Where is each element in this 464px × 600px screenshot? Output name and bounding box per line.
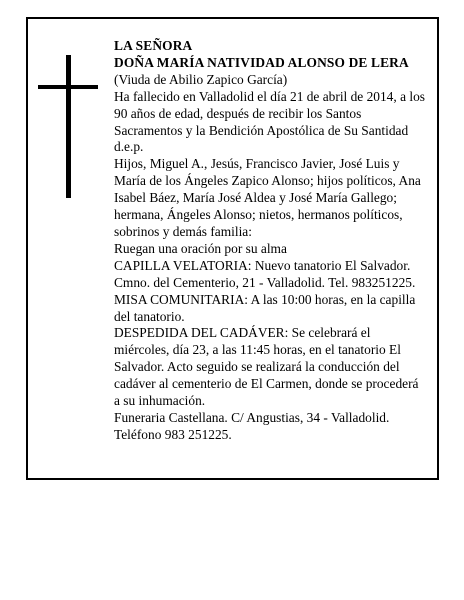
family-list: Hijos, Miguel A., Jesús, Francisco Javier, José Luis y María de los Ángeles Zapico Alonso; hijos políticos, Ana Isabel Báez, María José Aldea y José María Gallego; hermana, Ángeles Alonso; nietos, hermanos políticos, sobrinos y demás familia: — [114, 156, 421, 239]
cross-vertical-bar — [66, 55, 71, 198]
dep-abbreviation: d.e.p. — [114, 139, 144, 155]
chapel-info: CAPILLA VELATORIA: Nuevo tanatorio El Salvador. Cmno. del Cementerio, 21 - Valladolid. Tel. 983251225. — [114, 257, 416, 290]
obituary-text — [114, 38, 426, 444]
obituary-heading: LA SEÑORA — [114, 38, 193, 53]
death-notice: Ha fallecido en Valladolid el día 21 de abril de 2014, a los 90 años de edad, después de recibir los Santos Sacramentos y la Bendición Apostólica de Su Santidad — [114, 88, 425, 138]
deceased-name: DOÑA MARÍA NATIVIDAD ALONSO DE LERA — [114, 54, 409, 70]
cross-horizontal-bar — [38, 85, 98, 89]
widow-of: (Viuda de Abilio Zapico García) — [114, 71, 288, 87]
mass-info: MISA COMUNITARIA: A las 10:00 horas, en la capilla del tanatorio. — [114, 291, 416, 324]
farewell-info: DESPEDIDA DEL CADÁVER: Se celebrará el miércoles, día 23, a las 11:45 horas, en el tanatorio El Salvador. Acto seguido se realizará la conducción del cadáver al cementerio de El Carmen, donde se procederá a su inhumación. — [114, 325, 419, 409]
funeral-home-info: Funeraria Castellana. C/ Angustias, 34 - Valladolid. Teléfono 983 251225. — [114, 409, 390, 442]
prayer-request: Ruegan una oración por su alma — [114, 240, 287, 256]
